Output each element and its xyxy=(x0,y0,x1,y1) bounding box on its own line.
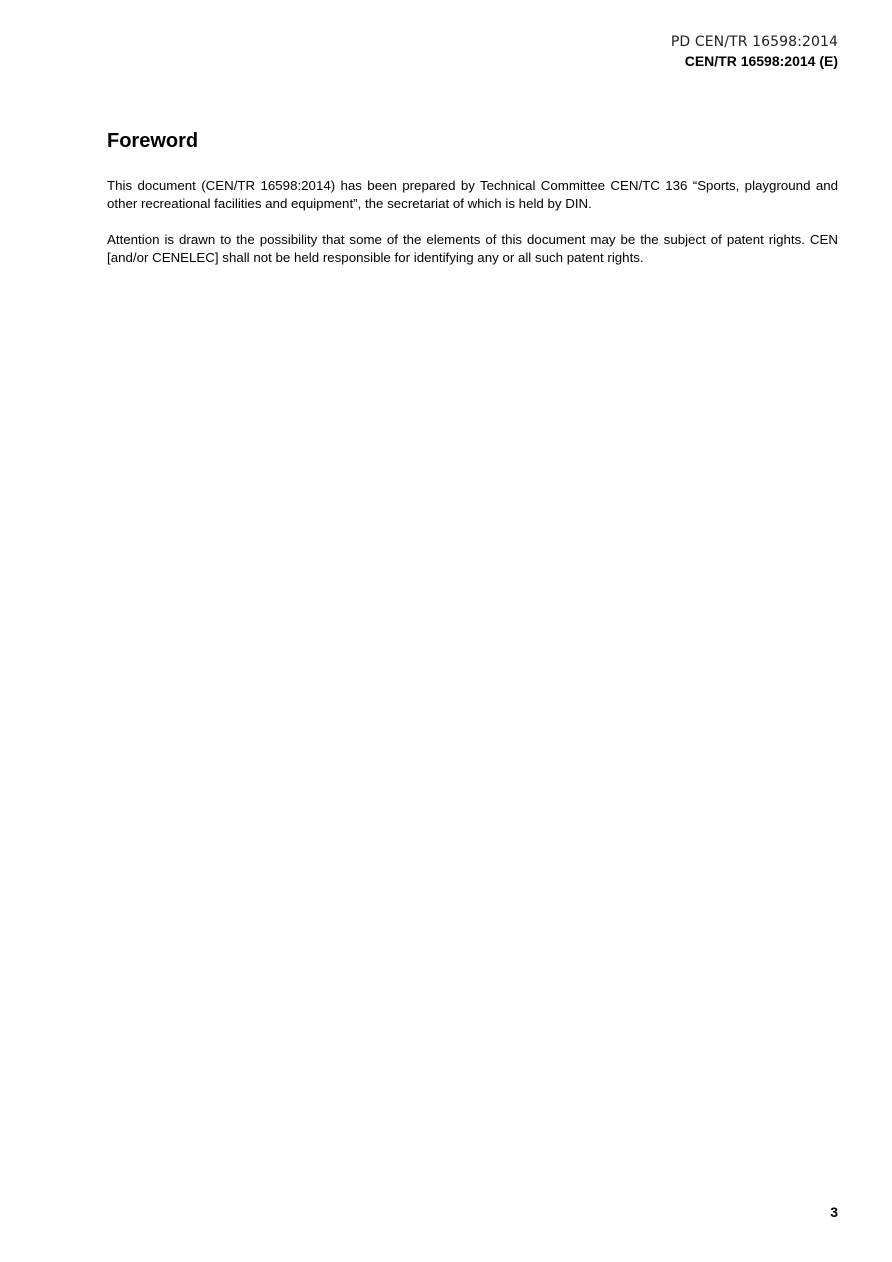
header-document-id: PD CEN/TR 16598:2014 xyxy=(670,34,838,50)
page-title: Foreword xyxy=(107,130,199,152)
foreword-paragraph-1: This document (CEN/TR 16598:2014) has been prepared by Technical Committee CEN/TC 136 “Sports, playground and other recreational facilities and equipment”, the secretariat of which is held by DIN. xyxy=(107,178,838,211)
foreword-paragraph-2: Attention is drawn to the possibility that some of the elements of this document may be the subject of patent rights. CEN [and/or CENELEC] shall not be held responsible for identifying any or all such patent rights. xyxy=(107,232,838,265)
header-standard-id: CEN/TR 16598:2014 (E) xyxy=(684,53,838,69)
page-number: 3 xyxy=(830,1204,838,1220)
page-header xyxy=(671,33,838,70)
